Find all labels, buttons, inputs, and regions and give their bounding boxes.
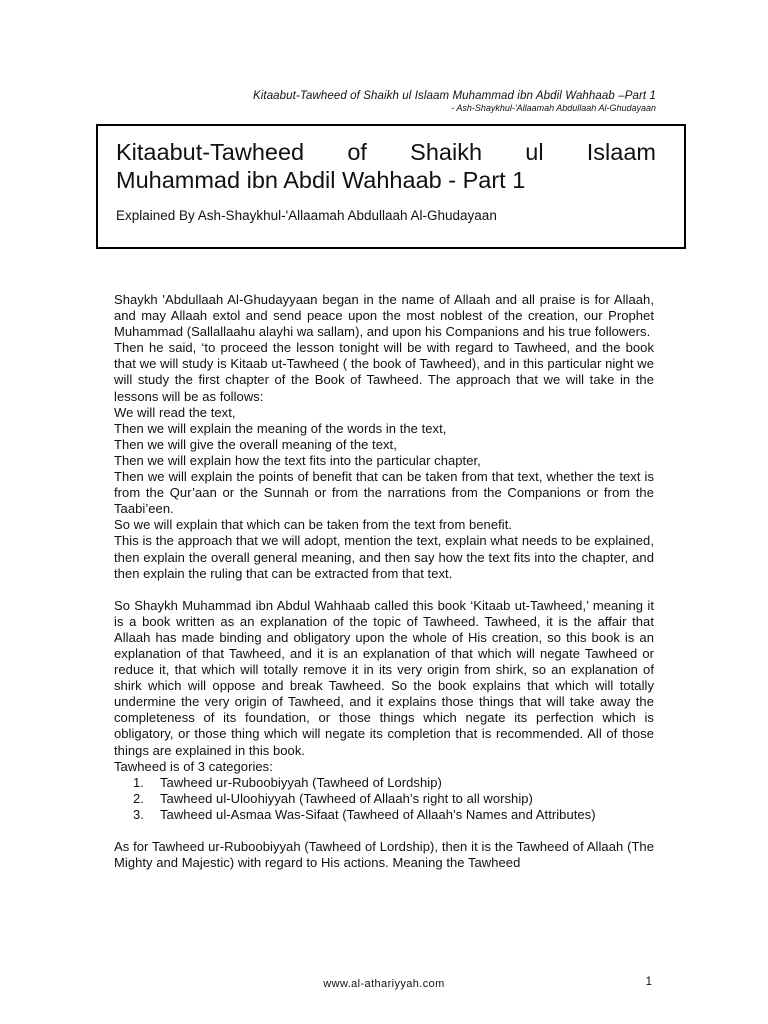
list-item-text: Tawheed ul-Uloohiyyah (Tawheed of Allaah’s right to all worship) [160, 790, 533, 806]
list-item [114, 807, 654, 823]
document-subtitle: Explained By Ash-Shaykhul-'Allaamah Abdullaah Al-Ghudayaan [116, 208, 497, 223]
document-title-line2: Muhammad ibn Abdil Wahhaab - Part 1 [116, 167, 526, 193]
approach-step-1: We will read the text, [114, 404, 236, 420]
ruboobiyyah-paragraph: As for Tawheed ur-Ruboobiyyah (Tawheed of Lordship), then it is the Tawheed of Allaah (The Mighty and Majestic) with regard to His actions. Meaning the Tawheed [114, 839, 654, 871]
document-title-line1: Kitaabut-Tawheed of Shaikh ul Islaam [116, 139, 656, 165]
paragraph-spacer [114, 582, 654, 598]
intro-paragraph: Shaykh 'Abdullaah Al-Ghudayyaan began in the name of Allaah and all praise is for Allaah, and may Allaah extol and send peace upon the most noblest of the creation, our Prophet Muhammad (Sallallaahu alayhi wa sallam), and upon his Companions and his true followers. [114, 292, 654, 340]
paragraph-spacer [114, 823, 654, 839]
approach-step-5: Then we will explain the points of benefit that can be taken from that text, whether the text is from the Qur’aan or the Sunnah or from the narrations from the Companions or from the Taabi’een. [114, 469, 654, 517]
approach-summary-paragraph: This is the approach that we will adopt, mention the text, explain what needs to be explained, then explain the overall general meaning, and then say how the text fits into the chapter, and then explain the ruling that can be extracted from that text. [114, 533, 654, 581]
list-item-text: Tawheed ur-Ruboobiyyah (Tawheed of Lordship) [160, 774, 442, 790]
list-item [114, 775, 654, 791]
approach-step-6: So we will explain that which can be taken from the text from benefit. [114, 517, 513, 533]
list-item-number: 3. [133, 806, 144, 822]
approach-step-3: Then we will give the overall meaning of the text, [114, 436, 397, 452]
title-box [96, 124, 686, 249]
list-item-number: 2. [133, 790, 144, 806]
page-number: 1 [645, 976, 652, 988]
approach-step-2: Then we will explain the meaning of the words in the text, [114, 420, 447, 436]
categories-intro: Tawheed is of 3 categories: [114, 758, 273, 774]
list-item [114, 791, 654, 807]
running-header-title: Kitaabut-Tawheed of Shaikh ul Islaam Muhammad ibn Abdil Wahhaab –Part 1 [252, 90, 656, 102]
list-item-text: Tawheed ul-Asmaa Was-Sifaat (Tawheed of Allaah’s Names and Attributes) [160, 806, 596, 822]
running-header [253, 89, 656, 114]
document-title [116, 138, 656, 194]
then-said-paragraph: Then he said, ‘to proceed the lesson tonight will be with regard to Tawheed, and the book that we will study is Kitaab ut-Tawheed ( the book of Tawheed), and in this particular night we will study the first chapter of the Book of Tawheed. The approach that we will take in the lessons will be as follows: [114, 340, 654, 404]
approach-step-4: Then we will explain how the text fits into the particular chapter, [114, 452, 481, 468]
document-body [114, 292, 654, 871]
book-explanation-paragraph: So Shaykh Muhammad ibn Abdul Wahhaab called this book ‘Kitaab ut-Tawheed,’ meaning it is a book written as an explanation of the topic of Tawheed. Tawheed, it is the affair that Allaah has made binding and obligatory upon the whole of His creation, so this book is an explanation of that Tawheed, and it is an explanation of that which will negate Tawheed or reduce it, that which will totally remove it in its very origin from shirk, so an explanation of shirk which will oppose and break Tawheed. So the book explains that which will totally undermine the very origin of Tawheed, and it explains those things that will take away the completeness of its foundation, or those things which negate its perfection which is obligatory, or those thing which will negate its completion that is recommended. All of those things are explained in this book. [114, 597, 654, 758]
tawheed-categories-list [114, 775, 654, 823]
footer-website-link[interactable]: www.al-athariyyah.com [323, 978, 445, 990]
list-item-number: 1. [133, 774, 144, 790]
running-header-author: - Ash-Shaykhul-'Allaamah Abdullaah Al-Ghudayaan [451, 103, 656, 113]
